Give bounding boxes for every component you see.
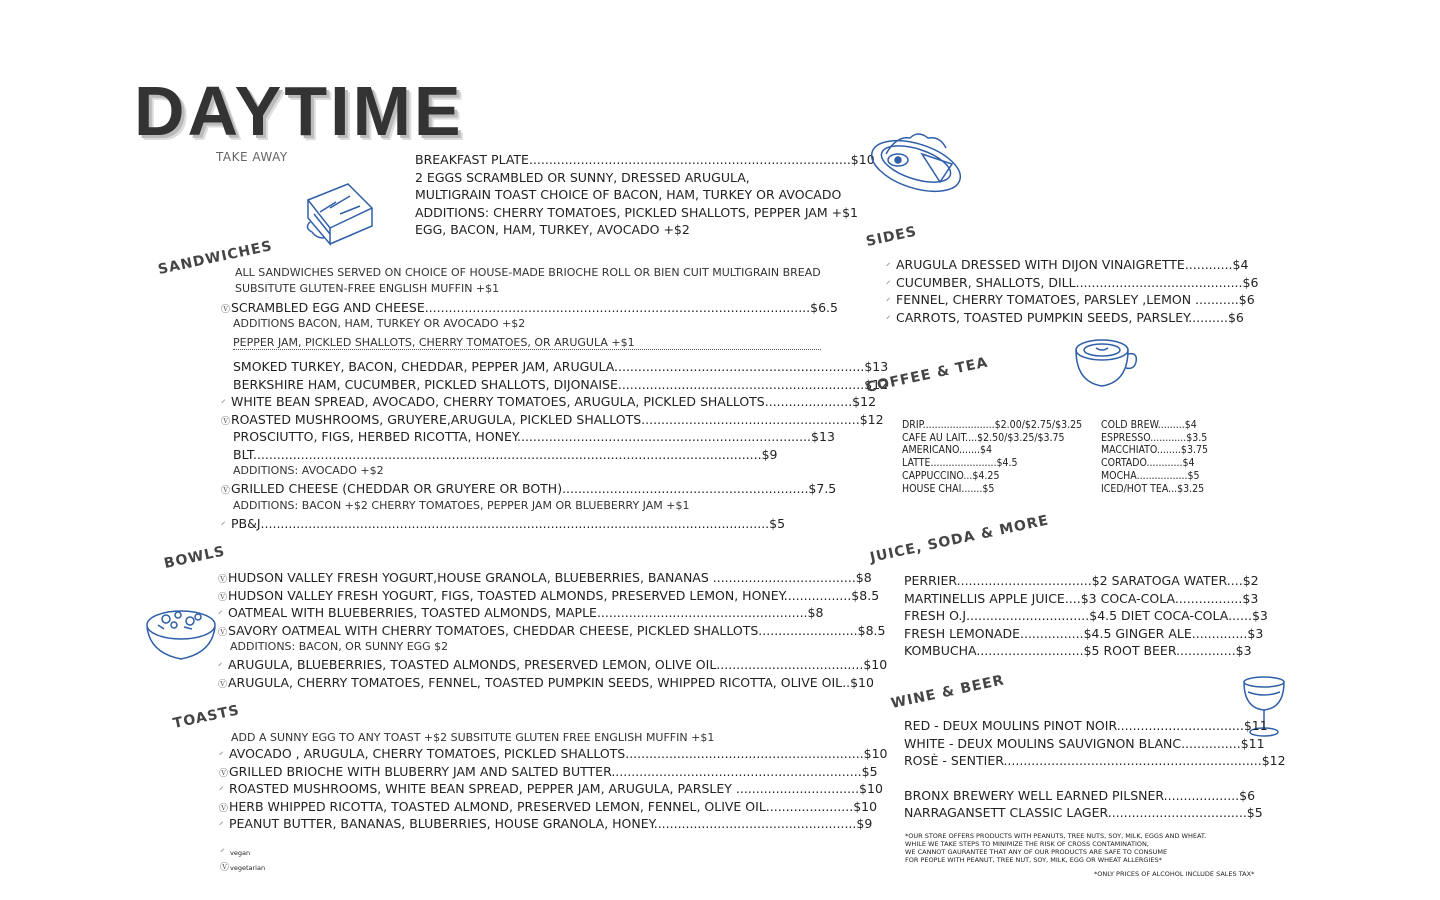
sandwich-item: ⸍ WHITE BEAN SPREAD, AVOCADO, CHERRY TOMATOES, ARUGULA, PICKLED SHALLOTS......................$12 (221, 393, 876, 414)
vegan-icon: ⸍ (219, 821, 224, 831)
juice-row: FRESH LEMONADE................$4.5 GINGER ALE..............$3 (904, 625, 1264, 641)
vegan-icon: ⸍ (219, 751, 224, 761)
vegetarian-icon: Ⓥ (221, 416, 231, 427)
coffee-item: ICED/HOT TEA...$3.25 (1101, 482, 1205, 495)
coffee-item: DRIP........................$2.00/$2.75/$3.25 (902, 419, 1083, 431)
breakfast-line-5: EGG, BACON, HAM, TURKEY, AVOCADO +$2 (415, 222, 690, 237)
vegan-icon: ⸍ (219, 786, 224, 796)
coffee-right-list (1101, 419, 1208, 495)
sandwich-item: BLT................................................................................................................................$9 (233, 446, 778, 462)
vegan-icon: ⸍ (221, 521, 226, 531)
allergy-disclaimer: *OUR STORE OFFERS PRODUCTS WITH PEANUTS, TREE NUTS, SOY, MILK, EGGS AND WHEAT. WHILE WE TAKE STEPS TO MINIMIZE THE RISK OF CROSS CONTAMINATION, WE CANNOT GAURANTEE THAT ANY OF OUR PRODUCTS ARE SAFE TO CONSUME FOR PEOPLE WITH PEANUT, TREE NUT, SOY, MILK, EGG OR WHEAT ALLERGIES* (905, 832, 1207, 864)
sandwich-item: SMOKED TURKEY, BACON, CHEDDAR, PEPPER JAM, ARUGULA...............................................................$13 (233, 359, 889, 374)
side-item: ⸍ CUCUMBER, SHALLOTS, DILL..........................................$6 (886, 274, 1258, 295)
vegetarian-icon: Ⓥ (219, 803, 229, 814)
sandwich-addition: PEPPER JAM, PICKLED SHALLOTS, CHERRY TOMATOES, OR ARUGULA +$1 (233, 336, 821, 350)
vegan-icon: ⸍ (886, 279, 891, 290)
wine-item: WHITE - DEUX MOULINS SAUVIGNON BLANC...............$11 (904, 735, 1265, 751)
bowl-item: ⓋARUGULA, CHERRY TOMATOES, FENNEL, TOASTED PUMPKIN SEEDS, WHIPPED RICOTTA, OLIVE OIL..$10 (218, 674, 874, 695)
legend-vegetarian: Ⓥvegetarian (220, 863, 266, 873)
bowl-item: ⓋSAVORY OATMEAL WITH CHERRY TOMATOES, CHEDDAR CHEESE, PICKLED SHALLOTS.........................$8.5 (218, 622, 885, 643)
menu-title: DAYTIME (134, 72, 464, 150)
vegetarian-icon: Ⓥ (221, 486, 231, 496)
sandwich-addition: ADDITIONS BACON, HAM, TURKEY OR AVOCADO +$2 (233, 317, 526, 330)
vegan-icon: ⸍ (886, 297, 891, 307)
toast-item: ⓋHERB WHIPPED RICOTTA, TOASTED ALMOND, PRESERVED LEMON, FENNEL, OLIVE OIL......................$10 (219, 798, 877, 819)
menu-subtitle: TAKE AWAY (216, 150, 288, 164)
vegetarian-icon: Ⓥ (218, 575, 228, 585)
coffee-item: LATTE......................$4.5 (902, 457, 1018, 470)
coffee-cup-illustration (1072, 336, 1140, 390)
vegetarian-icon: Ⓥ (218, 679, 228, 690)
juice-row: PERRIER..................................$2 SARATOGA WATER....$2 (904, 573, 1259, 588)
sandwich-addition: ADDITIONS: BACON +$2 CHERRY TOMATOES, PEPPER JAM OR BLUEBERRY JAM +$1 (233, 499, 690, 512)
sandwich-item: ⓋGRILLED CHEESE (CHEDDAR OR GRUYERE OR BOTH)..............................................................$7.5 (221, 480, 836, 501)
coffee-item: CAPPUCCINO...$4.25 (902, 469, 1000, 482)
sandwiches-note-2: SUBSITUTE GLUTEN-FREE ENGLISH MUFFIN +$1 (235, 282, 500, 295)
coffee-item: HOUSE CHAI.......$5 (902, 482, 995, 495)
wine-item: RED - DEUX MOULINS PINOT NOIR................................$11 (904, 718, 1268, 733)
toast-item: ⸍ ROASTED MUSHROOMS, WHITE BEAN SPREAD, PEPPER JAM, ARUGULA, PARSLEY ...............................$10 (219, 780, 883, 801)
vegan-icon: ⸍ (218, 662, 223, 672)
sandwich-item: ⓋSCRAMBLED EGG AND CHEESE.................................................................................................$6.5 (221, 299, 838, 320)
toast-item: ⸍ PEANUT BUTTER, BANANAS, BLUBERRIES, HOUSE GRANOLA, HONEY...................................................$9 (219, 815, 872, 836)
coffee-item: CORTADO............$4 (1101, 457, 1195, 470)
side-item: ⸍ CARROTS, TOASTED PUMPKIN SEEDS, PARSLEY..........$6 (886, 309, 1244, 330)
legend-vegan: ⸍ vegan (220, 848, 251, 858)
sandwich-item: BERKSHIRE HAM, CUCUMBER, PICKLED SHALLOTS, DIJONAISE..............................................................$12 (233, 376, 889, 392)
toasts-note: ADD A SUNNY EGG TO ANY TOAST +$2 SUBSITUTE GLUTEN FREE ENGLISH MUFFIN +$1 (231, 731, 715, 744)
side-item: ⸍ FENNEL, CHERRY TOMATOES, PARSLEY ,LEMON ...........$6 (886, 291, 1255, 312)
vegan-icon: ⸍ (218, 610, 223, 620)
coffee-heading: COFFEE & TEA (864, 354, 990, 396)
sandwich-illustration (300, 178, 380, 248)
vegan-icon: ⸍ (886, 314, 891, 325)
beer-item: BRONX BREWERY WELL EARNED PILSNER...................$6 (904, 787, 1256, 803)
bowl-item: ⸍ ARUGULA, BLUEBERRIES, TOASTED ALMONDS, PRESERVED LEMON, OLIVE OIL.....................................$10 (218, 656, 887, 677)
side-item: ⸍ ARUGULA DRESSED WITH DIJON VINAIGRETTE............$4 (886, 256, 1248, 277)
toast-item: ⓋGRILLED BRIOCHE WITH BLUBERRY JAM AND SALTED BUTTER...............................................................$5 (219, 763, 878, 784)
bowl-addition: ADDITIONS: BACON, OR SUNNY EGG $2 (230, 640, 449, 653)
vegan-icon: ⸍ (220, 848, 225, 858)
vegetarian-icon: Ⓥ (221, 305, 231, 315)
vegetarian-icon: Ⓥ (219, 768, 229, 779)
alcohol-tax-note: *ONLY PRICES OF ALCOHOL INCLUDE SALES TAX* (1094, 870, 1255, 878)
coffee-item: MACCHIATO........$3.75 (1101, 444, 1208, 457)
bowl-item: ⓋHUDSON VALLEY FRESH YOGURT, FIGS, TOASTED ALMONDS, PRESERVED LEMON, HONEY.................$8.5 (218, 587, 879, 608)
coffee-item: AMERICANO.......$4 (902, 444, 993, 457)
vegan-icon: ⸍ (886, 262, 891, 272)
juice-heading: JUICE, SODA & MORE (868, 512, 1051, 566)
juice-row: KOMBUCHA...........................$5 ROOT BEER...............$3 (904, 643, 1252, 658)
breakfast-line-2: 2 EGGS SCRAMBLED OR SUNNY, DRESSED ARUGULA, (415, 169, 750, 185)
sides-heading: SIDES (864, 223, 919, 250)
vegetarian-icon: Ⓥ (218, 627, 228, 638)
sandwich-item: ⓋROASTED MUSHROOMS, GRUYERE,ARUGULA, PICKLED SHALLOTS.......................................................$12 (221, 411, 884, 432)
bowl-illustration (144, 603, 218, 663)
wine-item: ROSÈ - SENTIER.................................................................$12 (904, 753, 1286, 768)
sandwiches-note-1: ALL SANDWICHES SERVED ON CHOICE OF HOUSE-MADE BRIOCHE ROLL OR BIEN CUIT MULTIGRAIN BREAD (235, 266, 821, 279)
coffee-item: COLD BREW.........$4 (1101, 419, 1197, 431)
sandwich-item: PROSCIUTTO, FIGS, HERBED RICOTTA, HONEY..........................................................................$13 (233, 429, 835, 444)
breakfast-line-1: BREAKFAST PLATE.................................................................................$10 (415, 152, 875, 167)
bowl-item: ⸍ OATMEAL WITH BLUEBERRIES, TOASTED ALMONDS, MAPLE.....................................................$8 (218, 604, 823, 625)
bowls-heading: BOWLS (162, 543, 227, 572)
coffee-left-list (902, 419, 1082, 495)
toasts-heading: TOASTS (171, 702, 242, 732)
juice-row: MARTINELLIS APPLE JUICE....$3 COCA-COLA.................$3 (904, 590, 1259, 606)
breakfast-line-3: MULTIGRAIN TOAST CHOICE OF BACON, HAM, TURKEY OR AVOCADO (415, 187, 842, 202)
toast-item: ⸍ AVOCADO , ARUGULA, CHERRY TOMATOES, PICKLED SHALLOTS............................................................$10 (219, 745, 888, 766)
sandwiches-heading: SANDWICHES (156, 238, 275, 278)
sandwich-item: ⸍ PB&J................................................................................................................................$5 (221, 515, 785, 536)
vegetarian-icon: Ⓥ (218, 592, 228, 603)
beer-item: NARRAGANSETT CLASSIC LAGER...................................$5 (904, 805, 1263, 820)
vegetarian-icon: Ⓥ (220, 863, 230, 873)
coffee-item: ESPRESSO............$3.5 (1101, 431, 1208, 444)
wine-heading: WINE & BEER (889, 672, 1006, 712)
sandwich-addition: ADDITIONS: AVOCADO +$2 (233, 464, 384, 477)
vegan-icon: ⸍ (221, 399, 226, 409)
coffee-item: MOCHA.................$5 (1101, 469, 1200, 482)
plate-illustration (866, 124, 970, 196)
breakfast-line-4: ADDITIONS: CHERRY TOMATOES, PICKLED SHALLOTS, PEPPER JAM +$1 (415, 204, 858, 220)
bowl-item: ⓋHUDSON VALLEY FRESH YOGURT,HOUSE GRANOLA, BLUEBERRIES, BANANAS ....................................$8 (218, 569, 872, 590)
juice-row: FRESH O.J...............................$4.5 DIET COCA-COLA......$3 (904, 608, 1268, 623)
coffee-item: CAFE AU LAIT....$2.50/$3.25/$3.75 (902, 431, 1065, 444)
